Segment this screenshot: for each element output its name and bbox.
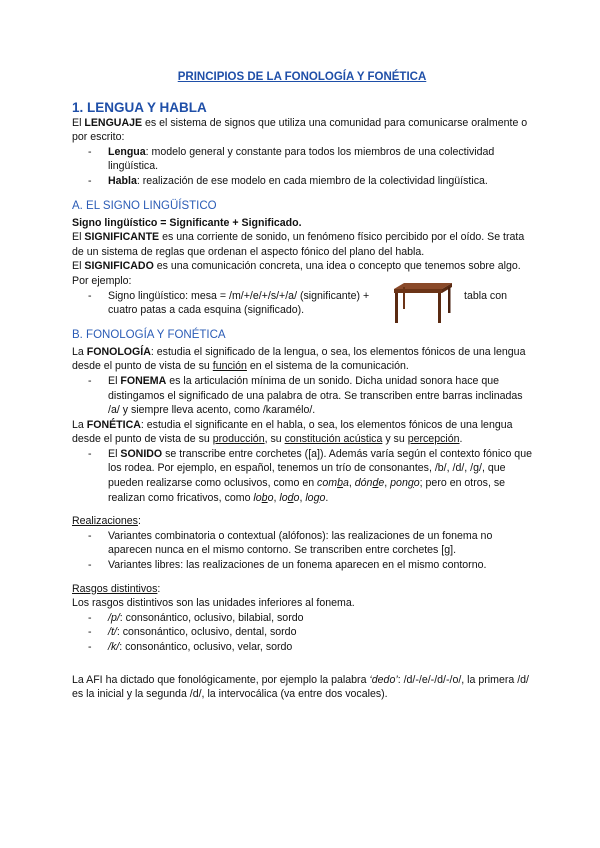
lenguaje-definition: El LENGUAJE es el sistema de signos que utiliza una comunidad para comunicarse oralmente o por escrito: xyxy=(72,116,528,144)
list-item: - /t/: consonántico, oclusivo, dental, sordo xyxy=(88,626,297,639)
lengua-habla-list xyxy=(72,145,532,189)
example-word-lodo: lodo xyxy=(279,491,300,504)
example-word-lobo: lobo xyxy=(253,491,274,504)
significado-definition: El SIGNIFICADO es una comunicación concreta, una idea o concepto que tenemos sobre algo. xyxy=(72,260,521,273)
list-item: - Habla: realización de ese modelo en cada miembro de la colectividad lingüística. xyxy=(88,174,488,187)
example-first-line: Signo lingüístico: mesa = /m/+/e/+/s/+/a/ (significante) + xyxy=(108,289,370,302)
fonetica-definition: La FONÉTICA: estudia el significante en el habla, o sea, los elementos fónicos de una lengua desde el punto de vista de su producción, su constitución acústica y su percepción. xyxy=(72,418,513,446)
document-title: PRINCIPIOS DE LA FONOLOGÍA Y FONÉTICA xyxy=(177,71,427,83)
section-signo-linguistico-heading: A. EL SIGNO LINGÜÍSTICO xyxy=(72,199,217,212)
example-after-icon-text: tabla con xyxy=(464,289,507,302)
significante-definition: El SIGNIFICANTE es una corriente de sonido, un fenómeno físico percibido por el oído. Se trata de un sistema de reglas que ordenan el aspecto fónico del plano del habla. xyxy=(72,231,525,258)
fonologia-definition: La FONOLOGÍA: estudia el significado de la lengua, o sea, los elementos fónicos de una lengua desde el punto de vista de su función en el sistema de la comunicación. xyxy=(72,345,526,373)
example-label: Por ejemplo: xyxy=(72,274,132,287)
realizaciones-list xyxy=(72,529,532,573)
rasgos-intro: Los rasgos distintivos son las unidades inferiores al fonema. xyxy=(72,597,355,610)
fonema-list xyxy=(72,374,532,418)
example-word-donde: dónde xyxy=(354,477,385,490)
section-fonologia-fonetica-heading: B. FONOLOGÍA Y FONÉTICA xyxy=(72,328,226,341)
sonido-list xyxy=(72,447,532,505)
example-word-comba: comba xyxy=(317,477,349,490)
list-item: - /p/: consonántico, oclusivo, bilabial, sordo xyxy=(88,611,304,624)
document-page xyxy=(72,70,532,702)
example-word-pongo: pongo xyxy=(390,477,420,490)
example-rest: cuatro patas a cada esquina (significado). xyxy=(108,304,305,317)
rasgos-list xyxy=(72,611,532,655)
list-item: - Signo lingüístico: mesa = /m/+/e/+/s/+/a/ (significante) + tabla con cuatro patas a cada esquina (significado). xyxy=(72,289,532,318)
signo-formula: Signo lingüístico = Significante + Significado. xyxy=(72,216,302,229)
example-word-logo: logo xyxy=(305,491,326,504)
list-item: - /k/: consonántico, oclusivo, velar, sordo xyxy=(88,641,293,653)
list-item: - Variantes combinatoria o contextual (alófonos): las realizaciones de un fonema no aparecen nunca en el mismo contorno. Se transcriben entre corchetes [g]. xyxy=(88,529,493,557)
afi-paragraph: La AFI ha dictado que fonológicamente, por ejemplo la palabra ‘dedo’: /d/-/e/-/d/-/o/, la primera /d/ es la inicial y la segunda /d/, la intervocálica (va entre dos vocales). xyxy=(72,673,529,701)
list-item: - Variantes libres: las realizaciones de un fonema aparecen en el mismo contorno. xyxy=(88,559,487,572)
table-icon xyxy=(390,281,454,325)
section-lengua-y-habla-heading: 1. LENGUA Y HABLA xyxy=(72,99,207,115)
list-item: - El SONIDO se transcribe entre corchetes ([a]). Además varía según el contexto fónico que los rodea. Por ejemplo, en español, tenemos un trío de consonantes, /b/, /d/, /g/, que pueden realizarse como oclusivos, como en comba, dónde, pongo; pero en otros, se realizan como fricativos, como lobo, lodo, logo. xyxy=(88,447,532,504)
rasgos-heading: Rasgos distintivos: xyxy=(72,582,161,595)
example-list xyxy=(72,289,532,318)
list-item: - El FONEMA es la articulación mínima de un sonido. Dicha unidad sonora hace que distingamos el significado de una palabra de otra. Se transcriben entre barras inclinadas /a/ y siempre lleva acento, como /karamélo/. xyxy=(88,374,523,417)
list-item: - Lengua: modelo general y constante para todos los miembros de una colectividad lingüística. xyxy=(88,145,495,173)
realizaciones-heading: Realizaciones: xyxy=(72,515,141,528)
